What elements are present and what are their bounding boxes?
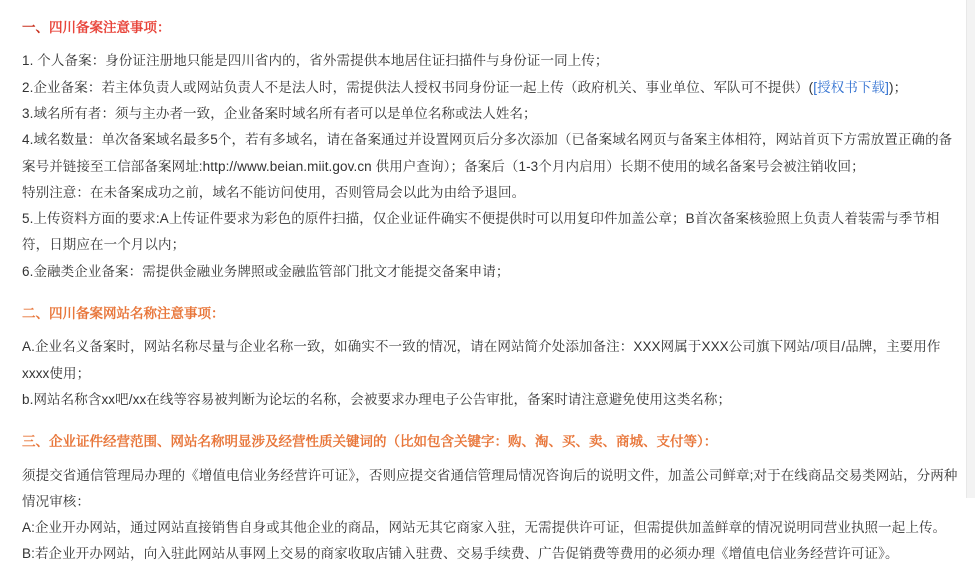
section-three-heading-number: 三、 xyxy=(22,434,49,450)
section-two-para-1: A.企业名义备案时，网站名称尽量与企业名称一致，如确实不一致的情况，请在网站简介处添加备注：XXX网属于XXX公司旗下网站/项目/品牌，主要用作xxxx使用； xyxy=(22,339,941,381)
section-one-para-5-note: 特别注意：在未备案成功之前，域名不能访问使用，否则管局会以此为由给予退回。 xyxy=(22,184,526,200)
section-two-heading-number: 二、 xyxy=(22,306,49,322)
section-one-para-4: 4.域名数量：单次备案域名最多5个，若有多域名，请在备案通过并设置网页后分多次添加（已备案域名网页与备案主体相符，网站首页下方需放置正确的备案号并链接至工信部备案网址:http://www.beian.miit.gov.cn 供用户查询）；备案后（1-3个月内启用）长期不使用的域名备案号会被注销收回； xyxy=(22,132,953,174)
section-one-para-2-text: 2.企业备案：若主体负责人或网站负责人不是法人时，需提供法人授权书同身份证一起上传（政府机关、事业单位、军队可不提供）( xyxy=(22,79,814,95)
section-one xyxy=(22,18,961,285)
section-one-para-7: 6.金融类企业备案：需提供金融业务牌照或金融监管部门批文才能提交备案申请； xyxy=(22,263,510,279)
section-one-para-6: 5.上传资料方面的要求:A上传证件要求为彩色的原件扫描，仅企业证件确实不便提供时可以用复印件加盖公章；B首次备案核验照上负责人着装需与季节相符，日期应在一个月以内； xyxy=(22,211,940,253)
section-one-heading xyxy=(22,18,961,38)
page-right-edge-strip xyxy=(966,0,975,498)
spacer-one xyxy=(22,287,961,304)
section-one-para-2 xyxy=(22,75,961,101)
authorization-letter-download-link[interactable]: [授权书下载] xyxy=(813,79,889,95)
section-one-para-1: 1. 个人备案：身份证注册地只能是四川省内的，省外需提供本地居住证扫描件与身份证一同上传； xyxy=(22,53,609,69)
section-three-para-3: B:若企业开办网站，向入驻此网站从事网上交易的商家收取店铺入驻费、交易手续费、广告促销费等费用的必须办理《增值电信业务经营许可证》。 xyxy=(22,546,899,562)
section-two-heading xyxy=(22,304,961,324)
section-one-heading-number: 一、 xyxy=(22,20,49,35)
spacer-two xyxy=(22,415,961,432)
section-one-para-3: 3.域名所有者：须与主办者一致，企业备案时域名所有者可以是单位名称或法人姓名； xyxy=(22,105,537,121)
section-two xyxy=(22,304,961,413)
section-two-para-2: b.网站名称含xx吧/xx在线等容易被判断为论坛的名称，会被要求办理电子公告审批，备案时请注意避免使用这类名称； xyxy=(22,391,732,407)
section-three-para-2: A:企业开办网站，通过网站直接销售自身或其他企业的商品，网站无其它商家入驻，无需提供许可证，但需提供加盖鲜章的情况说明同营业执照一起上传。 xyxy=(22,520,947,536)
section-three-heading xyxy=(22,432,961,452)
section-three xyxy=(22,432,961,568)
section-three-heading-text: 企业证件经营范围、网站名称明显涉及经营性质关键词的（比如包含关键字：购、淘、买、卖、商城、支付等）： xyxy=(49,434,718,450)
section-one-heading-text: 四川备案注意事项： xyxy=(49,20,171,35)
section-two-heading-text: 四川备案网站名称注意事项： xyxy=(49,306,225,322)
section-one-para-2-tail: )； xyxy=(888,79,908,95)
section-three-para-1: 须提交省通信管理局办理的《增值电信业务经营许可证》，否则应提交省通信管理局情况咨询后的说明文件，加盖公司鲜章;对于在线商品交易类网站，分两种情况审核： xyxy=(22,467,958,509)
